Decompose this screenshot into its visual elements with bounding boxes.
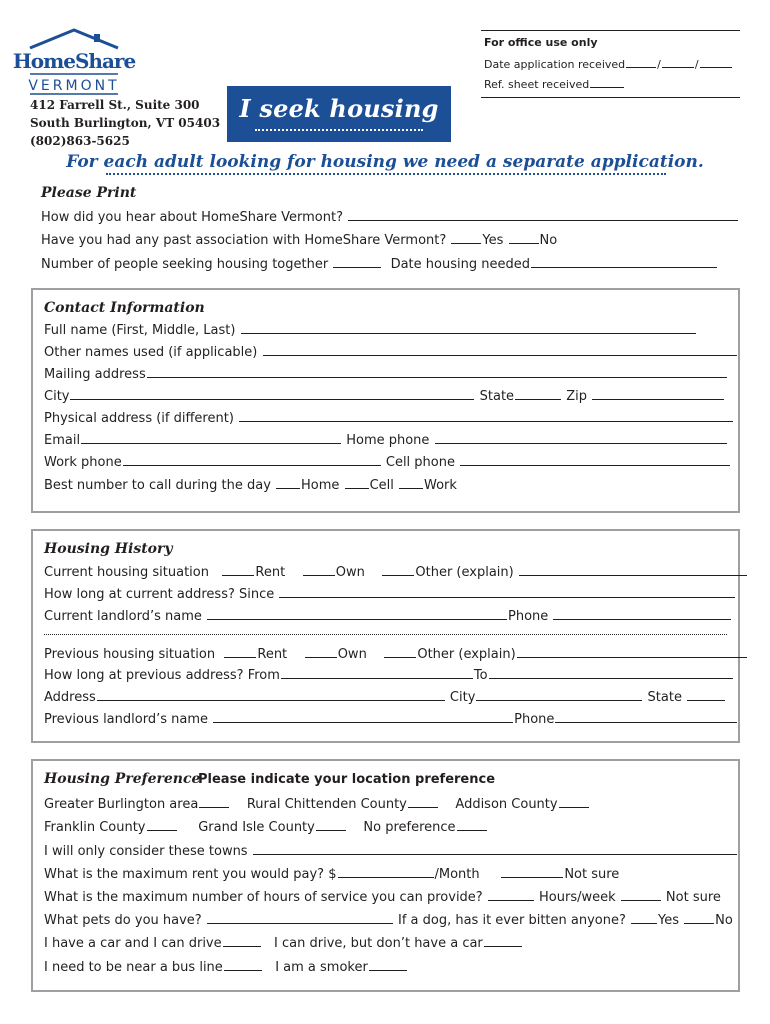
how-long-current-field[interactable] xyxy=(279,586,735,598)
max-rent-field[interactable] xyxy=(338,866,434,878)
franklin-label: Franklin County xyxy=(44,820,146,835)
previous-other-field[interactable] xyxy=(384,646,416,658)
contact-heading: Contact Information xyxy=(44,300,205,316)
pets-field[interactable] xyxy=(207,912,393,924)
bus-line-label: I need to be near a bus line xyxy=(44,960,223,975)
email-home-phone-row xyxy=(44,432,728,448)
towns-label: I will only consider these towns xyxy=(44,844,248,859)
previous-situation-label: Previous housing situation xyxy=(44,647,216,662)
city-field[interactable] xyxy=(70,388,474,400)
state-label: State xyxy=(479,389,515,404)
greater-burlington-label: Greater Burlington area xyxy=(44,797,199,812)
date-received-row: Date application received / / xyxy=(484,56,733,71)
franklin-field[interactable] xyxy=(147,819,177,831)
hours-not-sure-label: Not sure xyxy=(665,890,721,905)
current-situation-row xyxy=(44,564,748,580)
subtitle: For each adult looking for housing we need a separate application. xyxy=(66,152,704,172)
zip-label: Zip xyxy=(566,389,587,404)
address-city: South Burlington, VT 05403 xyxy=(30,116,221,130)
previous-own-label: Own xyxy=(337,647,367,662)
dog-bitten-yes-label: Yes xyxy=(658,913,680,928)
rent-not-sure-label: Not sure xyxy=(564,867,620,882)
current-landlord-row xyxy=(44,608,732,624)
past-association-label: Have you had any past association with HomeShare Vermont? xyxy=(41,233,447,248)
history-dotted-separator xyxy=(44,634,727,635)
date-received-year[interactable] xyxy=(700,56,732,68)
max-rent-label: What is the maximum rent you would pay? $ xyxy=(44,867,337,882)
full-name-row xyxy=(44,322,697,338)
previous-landlord-label: Previous landlord’s name xyxy=(44,712,208,727)
current-landlord-field[interactable] xyxy=(207,608,507,620)
how-long-current-label: How long at current address? Since xyxy=(44,587,275,602)
banner-title: I seek housing xyxy=(239,94,439,123)
address-phone: (802)863-5625 xyxy=(30,134,130,148)
previous-address-field[interactable] xyxy=(97,689,445,701)
best-number-work-label: Work xyxy=(424,478,457,493)
city-state-zip-row xyxy=(44,388,725,404)
previous-to-field[interactable] xyxy=(489,667,733,679)
subtitle-dotted-rule xyxy=(106,173,666,175)
city-label: City xyxy=(44,389,70,404)
pets-label: What pets do you have? xyxy=(44,913,202,928)
current-other-label: Other (explain) xyxy=(415,565,514,580)
pets-row xyxy=(44,912,733,928)
physical-address-field[interactable] xyxy=(239,410,733,422)
drive-no-car-field[interactable] xyxy=(484,935,522,947)
grand-isle-label: Grand Isle County xyxy=(198,820,315,835)
previous-state-label: State xyxy=(647,690,682,705)
current-rent-field[interactable] xyxy=(222,564,254,576)
addison-field[interactable] xyxy=(559,796,589,808)
physical-address-label: Physical address (if different) xyxy=(44,411,234,426)
grand-isle-field[interactable] xyxy=(316,819,346,831)
best-number-label: Best number to call during the day xyxy=(44,478,271,493)
bus-line-field[interactable] xyxy=(224,959,262,971)
past-association-row xyxy=(41,232,557,248)
current-other-field[interactable] xyxy=(382,564,414,576)
ref-sheet-label: Ref. sheet received xyxy=(484,78,590,91)
homeshare-vermont-logo xyxy=(12,28,136,96)
previous-landlord-row xyxy=(44,711,738,727)
addison-label: Addison County xyxy=(455,797,558,812)
past-association-no-field[interactable] xyxy=(509,232,539,244)
cell-phone-field[interactable] xyxy=(460,454,730,466)
previous-rent-label: Rent xyxy=(257,647,288,662)
best-number-home-label: Home xyxy=(301,478,340,493)
towns-field[interactable] xyxy=(253,843,737,855)
previous-other-explain-field[interactable] xyxy=(517,646,747,658)
car-field[interactable] xyxy=(223,935,261,947)
smoker-field[interactable] xyxy=(369,959,407,971)
other-names-row xyxy=(44,344,738,360)
rent-not-sure-field[interactable] xyxy=(501,866,563,878)
work-phone-label: Work phone xyxy=(44,455,122,470)
preference-subheading: Please indicate your location preference xyxy=(198,772,496,787)
banner-dotted-rule xyxy=(255,129,423,131)
best-number-home-field[interactable] xyxy=(276,477,300,489)
state-field[interactable] xyxy=(515,388,561,400)
current-landlord-label: Current landlord’s name xyxy=(44,609,202,624)
past-association-yes-label: Yes xyxy=(482,233,504,248)
svg-text:HomeShare: HomeShare xyxy=(12,49,136,73)
per-month-label: /Month xyxy=(434,867,480,882)
home-phone-field[interactable] xyxy=(435,432,727,444)
car-label: I have a car and I can drive xyxy=(44,936,222,951)
mailing-address-row xyxy=(44,366,728,382)
bus-smoker-row xyxy=(44,959,408,975)
previous-landlord-phone-label: Phone xyxy=(514,712,555,727)
max-hours-field[interactable] xyxy=(488,889,534,901)
current-own-field[interactable] xyxy=(303,564,335,576)
max-rent-row xyxy=(44,866,619,882)
work-phone-field[interactable] xyxy=(123,454,381,466)
email-label: Email xyxy=(44,433,81,448)
email-field[interactable] xyxy=(81,432,341,444)
office-use-title: For office use only xyxy=(484,36,598,49)
home-phone-label: Home phone xyxy=(346,433,430,448)
smoker-label: I am a smoker xyxy=(275,960,368,975)
previous-state-field[interactable] xyxy=(687,689,725,701)
date-received-month[interactable] xyxy=(626,56,656,68)
hours-not-sure-field[interactable] xyxy=(621,889,661,901)
ref-sheet-row xyxy=(484,76,625,91)
no-preference-label: No preference xyxy=(363,820,456,835)
please-print-heading: Please Print xyxy=(41,185,137,201)
past-association-no-label: No xyxy=(539,233,558,248)
previous-address-row xyxy=(44,689,726,705)
best-number-work-field[interactable] xyxy=(399,477,423,489)
zip-field[interactable] xyxy=(592,388,724,400)
number-people-label: Number of people seeking housing together xyxy=(41,257,329,272)
other-names-field[interactable] xyxy=(263,344,737,356)
car-row xyxy=(44,935,523,951)
no-preference-field[interactable] xyxy=(457,819,487,831)
ref-sheet-field[interactable] xyxy=(590,76,624,88)
current-situation-label: Current housing situation xyxy=(44,565,209,580)
previous-to-label: To xyxy=(473,668,488,683)
previous-rent-field[interactable] xyxy=(224,646,256,658)
max-hours-row xyxy=(44,889,721,905)
past-association-yes-field[interactable] xyxy=(451,232,481,244)
history-heading: Housing History xyxy=(44,541,173,557)
previous-situation-row xyxy=(44,646,748,662)
full-name-field[interactable] xyxy=(241,322,696,334)
date-received-label: Date application received xyxy=(484,58,626,71)
address-street: 412 Farrell St., Suite 300 xyxy=(30,98,200,112)
current-rent-label: Rent xyxy=(255,565,286,580)
work-cell-phone-row xyxy=(44,454,731,470)
current-other-explain-field[interactable] xyxy=(519,564,747,576)
dog-bitten-no-field[interactable] xyxy=(684,912,714,924)
previous-address-label: Address xyxy=(44,690,96,705)
cell-phone-label: Cell phone xyxy=(385,455,455,470)
mailing-address-label: Mailing address xyxy=(44,367,146,382)
how-long-previous-label: How long at previous address? From xyxy=(44,668,280,683)
dog-bitten-no-label: No xyxy=(715,913,733,928)
previous-from-field[interactable] xyxy=(281,667,473,679)
towns-row xyxy=(44,843,738,859)
previous-landlord-field[interactable] xyxy=(213,711,513,723)
hear-about-label: How did you hear about HomeShare Vermont? xyxy=(41,210,343,225)
how-long-current-row xyxy=(44,586,736,602)
current-own-label: Own xyxy=(335,565,365,580)
date-received-day[interactable] xyxy=(662,56,694,68)
hours-week-label: Hours/week xyxy=(539,890,616,905)
rural-chittenden-label: Rural Chittenden County xyxy=(246,797,407,812)
svg-text:VERMONT: VERMONT xyxy=(28,78,120,94)
preference-heading: Housing Preference xyxy=(44,771,201,787)
dog-bitten-yes-field[interactable] xyxy=(631,912,657,924)
previous-landlord-phone-field[interactable] xyxy=(555,711,737,723)
mailing-address-field[interactable] xyxy=(147,366,727,378)
location-row-1 xyxy=(44,796,590,812)
drive-no-car-label: I can drive, but don’t have a car xyxy=(274,936,483,951)
previous-city-label: City xyxy=(449,690,476,705)
current-landlord-phone-field[interactable] xyxy=(553,608,731,620)
physical-address-row xyxy=(44,410,734,426)
office-use-box xyxy=(481,30,740,98)
other-names-label: Other names used (if applicable) xyxy=(44,345,258,360)
greater-burlington-field[interactable] xyxy=(199,796,229,808)
previous-own-field[interactable] xyxy=(305,646,337,658)
number-people-field[interactable] xyxy=(333,256,381,268)
full-name-label: Full name (First, Middle, Last) xyxy=(44,323,236,338)
location-row-2 xyxy=(44,819,488,835)
number-people-row xyxy=(41,256,718,272)
current-landlord-phone-label: Phone xyxy=(508,609,549,624)
how-long-previous-row xyxy=(44,667,734,683)
best-number-row xyxy=(44,477,457,493)
best-number-cell-label: Cell xyxy=(369,478,394,493)
max-hours-label: What is the maximum number of hours of service you can provide? xyxy=(44,890,483,905)
rural-chittenden-field[interactable] xyxy=(408,796,438,808)
hear-about-field[interactable] xyxy=(348,209,738,221)
best-number-cell-field[interactable] xyxy=(345,477,369,489)
dog-bitten-label: If a dog, has it ever bitten anyone? xyxy=(397,913,626,928)
previous-other-label: Other (explain) xyxy=(417,647,516,662)
hear-about-row xyxy=(41,209,739,225)
date-needed-field[interactable] xyxy=(531,256,717,268)
previous-city-field[interactable] xyxy=(476,689,642,701)
i-seek-housing-banner xyxy=(227,86,451,142)
date-needed-label: Date housing needed xyxy=(390,257,530,272)
